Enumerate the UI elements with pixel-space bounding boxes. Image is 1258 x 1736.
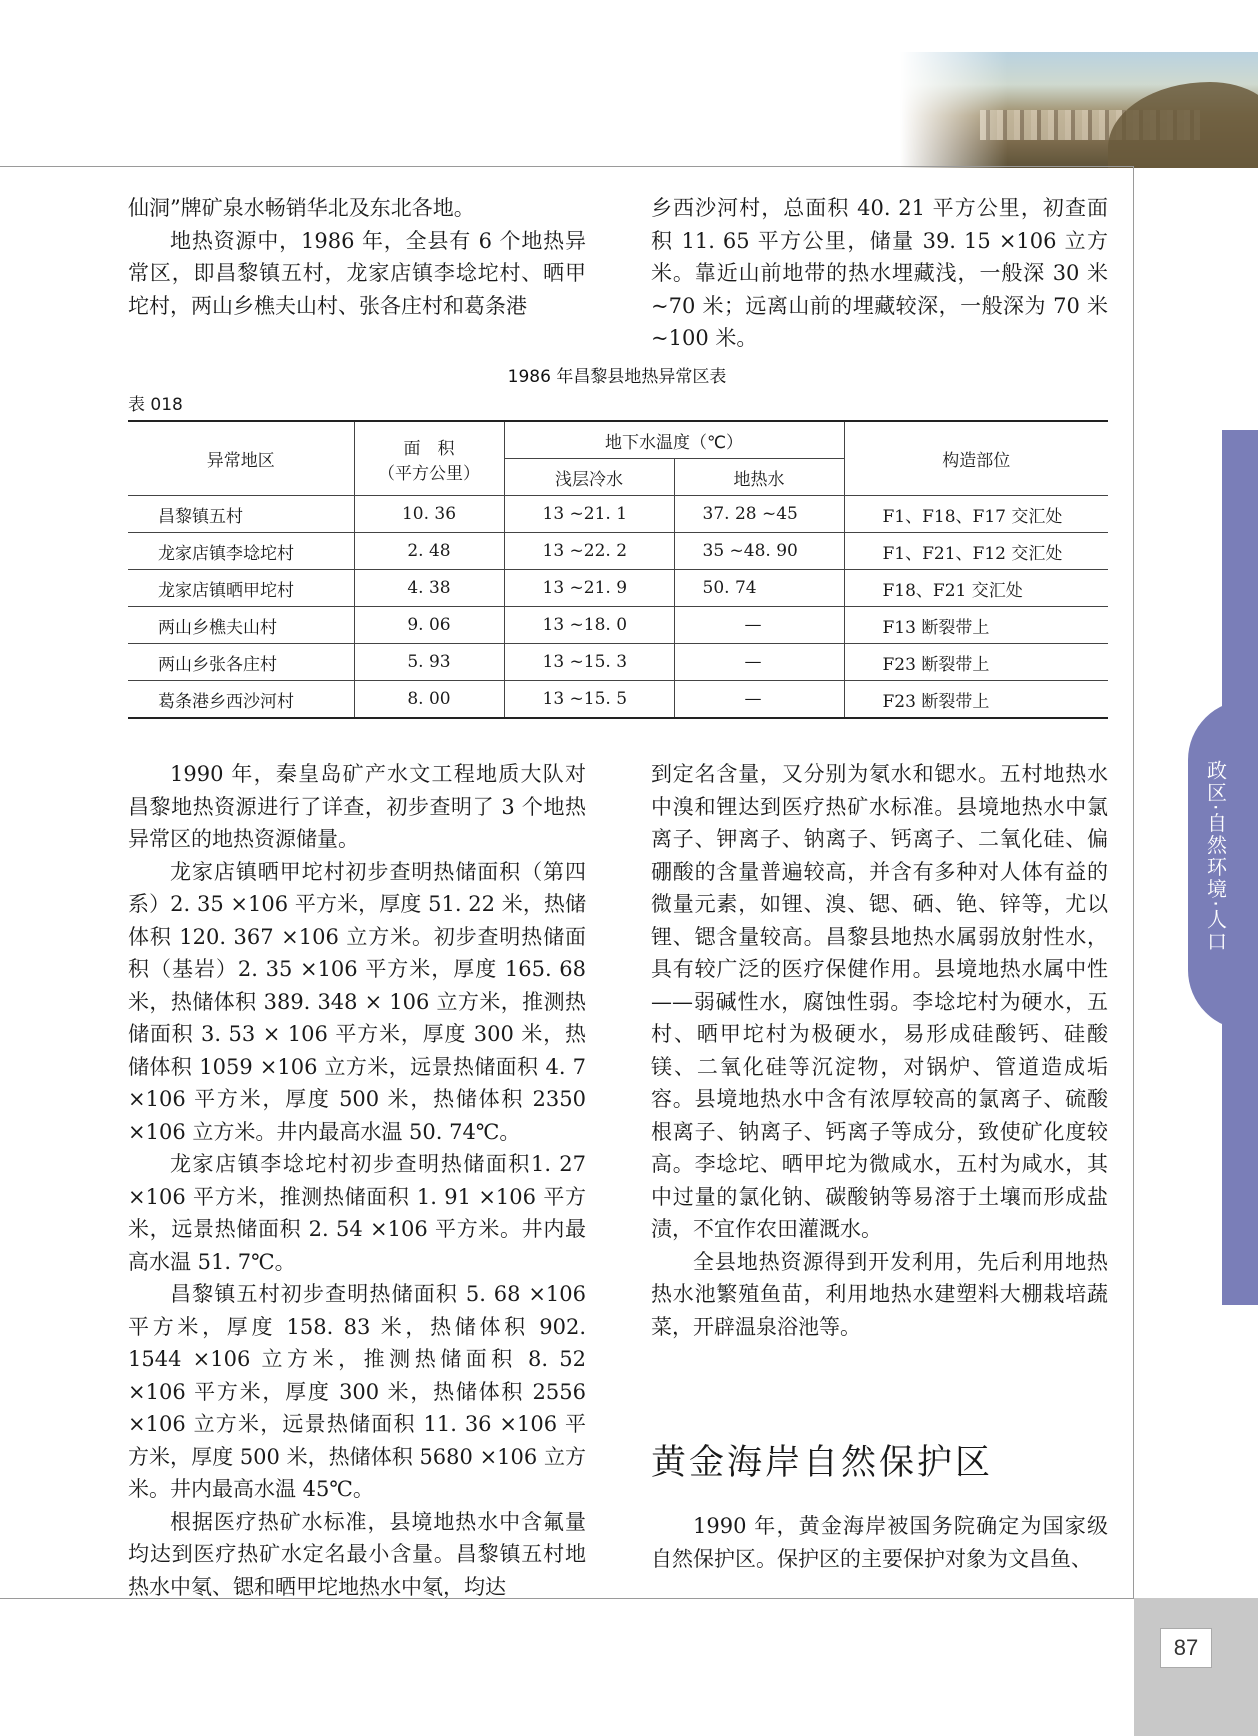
chapter-side-label: 政区·自然环境·人口 xyxy=(1203,760,1228,953)
section-title: 黄金海岸自然保护区 xyxy=(651,1443,994,1483)
cell-area: 2. 48 xyxy=(354,533,504,570)
cell-area: 4. 38 xyxy=(354,570,504,607)
cell-shallow: 13 ~22. 2 xyxy=(504,533,674,570)
paragraph: 到定名含量，又分别为氡水和锶水。五村地热水中溴和锂达到医疗热矿水标准。县境地热水中氯离子、钾离子、钠离子、钙离子、二氧化硅、偏硼酸的含量普遍较高，并含有多种对人体有益的微量元素，如锂、溴、锶、硒、铯、锌等，尤以锂、锶含量较高。昌黎县地热水属弱放射性水，具有较广泛的医疗保健作用。县境地热水属中性——弱碱性水，腐蚀性弱。李埝坨村为硬水，五村、晒甲坨村为极硬水，易形成硅酸钙、硅酸镁、二氧化硅等沉淀物，对锅炉、管道造成垢容。县境地热水中含有浓厚较高的氯离子、硫酸根离子、钠离子、钙离子等成分，致使矿化度较高。李埝坨、晒甲坨为微咸水，五村为咸水，其中过量的氯化钠、碳酸钠等易溶于土壤而形成盐渍，不宜作农田灌溉水。 xyxy=(651,762,1108,1241)
paragraph: 1990 年，秦皇岛矿产水文工程地质大队对昌黎地热资源进行了详查，初步查明了 3 个地热异常区的地热资源储量。 xyxy=(128,762,586,851)
dash-value: — xyxy=(744,652,762,672)
cell-area-name: 两山乡樵夫山村 xyxy=(128,607,354,644)
cell-geothermal xyxy=(674,681,844,719)
cell-shallow: 13 ~18. 0 xyxy=(504,607,674,644)
paragraph: 全县地热资源得到开发利用，先后利用地热热水池繁殖鱼苗，利用地热水建塑料大棚栽培蔬菜，开辟温泉浴池等。 xyxy=(651,1249,1108,1339)
cell-area: 9. 06 xyxy=(354,607,504,644)
cell-geothermal: 37. 28 ~45 xyxy=(674,496,844,533)
geothermal-anomaly-table xyxy=(128,420,1108,719)
header-area-size xyxy=(354,421,504,496)
cell-area: 8. 00 xyxy=(354,681,504,719)
cell-shallow: 13 ~15. 3 xyxy=(504,644,674,681)
paragraph: 龙家店镇李埝坨村初步查明热储面积1. 27 ×106 平方米，推测热储面积 1. 91 ×106 平方米，远景热储面积 2. 54 ×106 平方米。井内最高水温 51. 7℃。 xyxy=(128,1152,586,1274)
cell-area: 5. 93 xyxy=(354,644,504,681)
cell-geothermal: 50. 74 xyxy=(674,570,844,607)
header-area-size-unit: （平方公里） xyxy=(378,463,480,484)
table-code: 表 018 xyxy=(128,395,183,415)
table-row xyxy=(128,681,1108,719)
paragraph: 龙家店镇晒甲坨村初步查明热储面积（第四系）2. 35 ×106 平方米，厚度 51. 22 米，热储体积 120. 367 ×106 立方米。初步查明热储面积（基岩）2. 35 ×106 平方米，厚度 165. 68 米，热储体积 389. 348 × 106 立方米，推测热储面积 3. 53 × 106 平方米，厚度 300 米，热储体积 1059 ×106 立方米，远景热储面积 4. 7 ×106 平方米，厚度 500 米，热储体积 2350 ×106 立方米。井内最高水温 50. 74℃。 xyxy=(128,859,586,1144)
cell-area-name: 葛条港乡西沙河村 xyxy=(128,681,354,719)
header-structure: 构造部位 xyxy=(844,421,1108,496)
paragraph: 昌黎镇五村初步查明热储面积 5. 68 ×106 平方米，厚度 158. 83 米，热储体积 902. 1544 ×106 立方米，推测热储面积 8. 52 ×106 平方米，厚度 300 米，热储体积 2556 ×106 立方米，远景热储面积 11. 36 ×106 平方米，厚度 500 米，热储体积 5680 ×106 立方米。井内最高水温 45℃。 xyxy=(128,1282,586,1501)
cell-structure: F23 断裂带上 xyxy=(844,644,1108,681)
photo-hill xyxy=(1108,82,1258,168)
section-body xyxy=(651,1510,1108,1575)
paragraph: 仙洞”牌矿泉水畅销华北及东北各地。 xyxy=(128,196,475,220)
cell-geothermal xyxy=(674,644,844,681)
column-right-bottom xyxy=(651,758,1108,1343)
dash-value: — xyxy=(744,689,762,709)
header-shallow: 浅层冷水 xyxy=(504,459,674,496)
header-temperature: 地下水温度（℃） xyxy=(504,421,844,459)
header-rule xyxy=(0,166,1134,167)
dash-value: — xyxy=(744,615,762,635)
table-row xyxy=(128,496,1108,533)
paragraph: 根据医疗热矿水标准，县境地热水中含氟量均达到医疗热矿水定名最小含量。昌黎镇五村地热水中氡、锶和晒甲坨地热水中氡，均达 xyxy=(128,1509,586,1599)
cell-geothermal xyxy=(674,607,844,644)
page-number: 87 xyxy=(1160,1628,1212,1668)
cell-area-name: 龙家店镇晒甲坨村 xyxy=(128,570,354,607)
cell-area-name: 两山乡张各庄村 xyxy=(128,644,354,681)
cell-area-name: 龙家店镇李埝坨村 xyxy=(128,533,354,570)
column-left-top xyxy=(128,192,586,322)
cell-shallow: 13 ~21. 9 xyxy=(504,570,674,607)
cell-structure: F1、F18、F17 交汇处 xyxy=(844,496,1108,533)
cell-structure: F23 断裂带上 xyxy=(844,681,1108,719)
cell-structure: F1、F21、F12 交汇处 xyxy=(844,533,1108,570)
paragraph: 地热资源中，1986 年，全县有 6 个地热异常区，即昌黎镇五村，龙家店镇李埝坨村、晒甲坨村，两山乡樵夫山村、张各庄村和葛条港 xyxy=(128,228,586,318)
header-area-name: 异常地区 xyxy=(128,421,354,496)
table-row xyxy=(128,533,1108,570)
cell-structure: F13 断裂带上 xyxy=(844,607,1108,644)
column-right-top xyxy=(651,192,1108,355)
table-title: 1986 年昌黎县地热异常区表 xyxy=(507,367,727,387)
header-landscape-photo xyxy=(900,52,1258,168)
header-geothermal: 地热水 xyxy=(674,459,844,496)
footer-rule xyxy=(0,1598,1134,1599)
cell-shallow: 13 ~21. 1 xyxy=(504,496,674,533)
cell-geothermal: 35 ~48. 90 xyxy=(674,533,844,570)
header-area-size-label: 面 积 xyxy=(403,438,455,459)
cell-shallow: 13 ~15. 5 xyxy=(504,681,674,719)
paragraph: 乡西沙河村，总面积 40. 21 平方公里，初查面积 11. 65 平方公里，储量 39. 15 ×106 立方米。靠近山前地带的热水埋藏浅，一般深 30 米 ~70 米；远离山前的埋藏较深，一般深为 70 米 ~100 米。 xyxy=(651,196,1108,350)
paragraph: 1990 年，黄金海岸被国务院确定为国家级自然保护区。保护区的主要保护对象为文昌鱼、 xyxy=(651,1514,1108,1571)
table-row xyxy=(128,570,1108,607)
cell-structure: F18、F21 交汇处 xyxy=(844,570,1108,607)
cell-area-name: 昌黎镇五村 xyxy=(128,496,354,533)
column-left-bottom xyxy=(128,758,586,1603)
cell-area: 10. 36 xyxy=(354,496,504,533)
table-row xyxy=(128,607,1108,644)
table-row xyxy=(128,644,1108,681)
